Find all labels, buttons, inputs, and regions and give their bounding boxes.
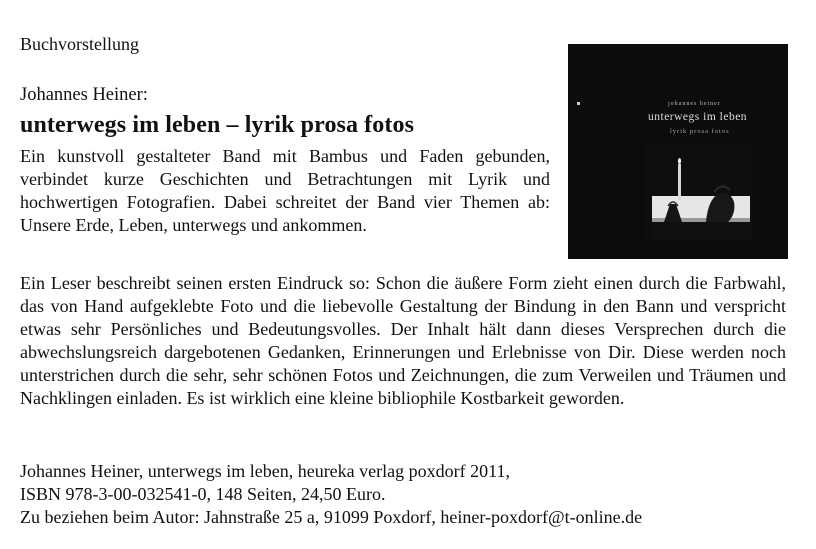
- book-info-isbn: ISBN 978-3-00-032541-0, 148 Seiten, 24,50 Euro.: [20, 484, 386, 504]
- article-title: unterwegs im leben – lyrik prosa fotos: [20, 112, 415, 138]
- book-cover-image: [568, 44, 788, 259]
- cover-title: unterwegs im leben: [648, 111, 748, 123]
- cover-photo: [644, 144, 754, 240]
- cover-spine-mark: [577, 102, 580, 105]
- section-label: Buchvorstellung: [20, 34, 139, 54]
- article-author: Johannes Heiner:: [20, 85, 148, 105]
- cover-subtitle: lyrik prosa fotos: [670, 128, 730, 135]
- article-intro: Ein kunstvoll gestalteter Band mit Bambus und Faden gebunden, verbindet kurze Geschichten und Betrachtungen mit Lyrik und hochwertigen Fotografien. Dabei schreitet der Band vier Themen ab: Unsere Erde, Leben, unterwegs und ankommen.: [20, 146, 550, 235]
- book-info-publication: Johannes Heiner, unterwegs im leben, heureka verlag poxdorf 2011,: [20, 461, 510, 481]
- article-body: Ein Leser beschreibt seinen ersten Eindruck so: Schon die äußere Form zieht einen durch die Farbwahl, das von Hand aufgeklebte Foto und die liebevolle Gestaltung der Bindung in den Bann und verspricht etwas sehr Persönliches und Bedeutungsvolles. Der Inhalt hält dann dieses Versprechen durch die abwechslungsreich dargebotenen Gedanken, Erinnerungen und Erlebnisse von Dir. Diese werden noch unterstrichen durch die sehr, sehr schönen Fotos und Zeichnungen, die zum Verweilen und Träumen und Nachklingen einladen. Es ist wirklich eine kleine bibliophile Kostbarkeit geworden.: [20, 273, 786, 408]
- book-info-order: Zu beziehen beim Autor: Jahnstraße 25 a, 91099 Poxdorf, heiner-poxdorf@t-online.de: [20, 507, 643, 527]
- cover-author: johannes heiner: [668, 101, 721, 107]
- book-info: [20, 460, 642, 529]
